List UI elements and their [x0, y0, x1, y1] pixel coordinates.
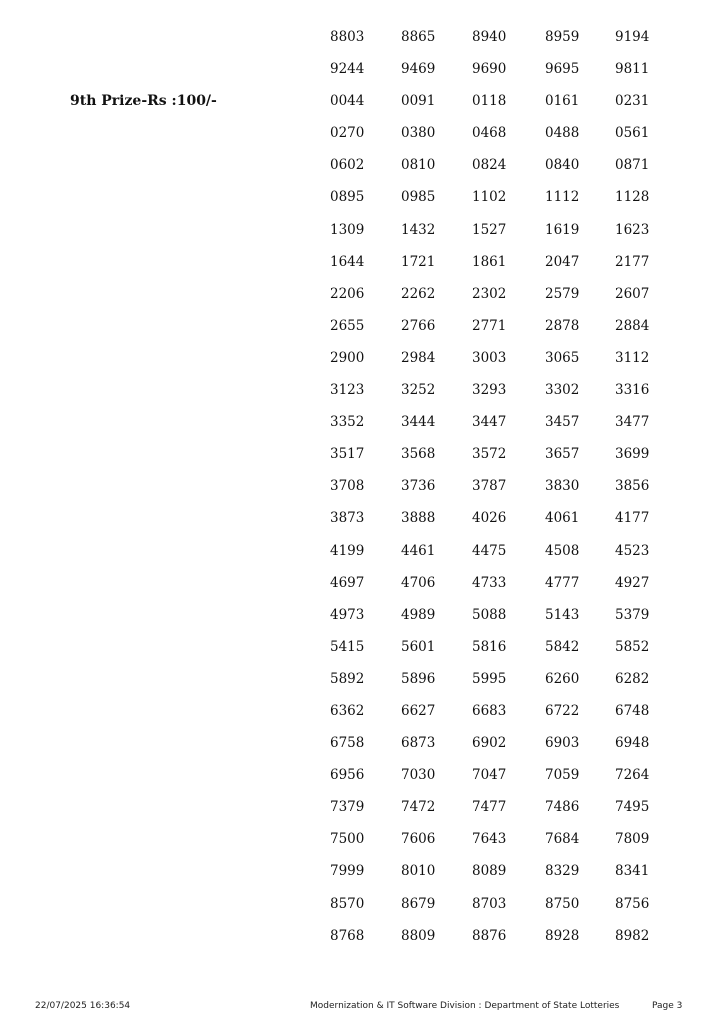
ticket-number: 2771 [472, 317, 507, 334]
ticket-number: 1623 [615, 221, 650, 238]
ticket-number: 3568 [401, 446, 436, 463]
ticket-number: 2302 [472, 285, 507, 302]
ticket-number: 1309 [330, 221, 365, 238]
ticket-number: 7500 [330, 831, 365, 848]
ticket-number: 9194 [615, 29, 650, 45]
number-row [330, 253, 660, 285]
ticket-number: 2766 [401, 317, 436, 334]
ticket-number: 3699 [615, 446, 650, 463]
ticket-number: 4523 [615, 542, 650, 559]
ticket-number: 3293 [472, 382, 507, 399]
ticket-number: 3302 [545, 382, 580, 399]
ticket-number: 4733 [472, 574, 507, 591]
number-row [330, 349, 660, 381]
ticket-number: 3736 [401, 478, 436, 495]
ticket-number: 7486 [545, 799, 580, 816]
ticket-number: 3252 [401, 382, 436, 399]
ticket-number: 9695 [545, 61, 580, 78]
ticket-number: 5852 [615, 638, 650, 655]
ticket-number: 8089 [472, 863, 507, 880]
ticket-number: 3517 [330, 446, 365, 463]
ticket-number: 0380 [401, 125, 436, 142]
ticket-number: 0602 [330, 157, 365, 174]
winning-numbers-grid [330, 28, 660, 959]
ticket-number: 8982 [615, 927, 650, 944]
ticket-number: 6902 [472, 735, 507, 752]
ticket-number: 7264 [615, 767, 650, 784]
ticket-number: 3003 [472, 349, 507, 366]
ticket-number: 6956 [330, 767, 365, 784]
ticket-number: 2607 [615, 285, 650, 302]
ticket-number: 8809 [401, 927, 436, 944]
number-row [330, 156, 660, 188]
ticket-number: 4927 [615, 574, 650, 591]
ticket-number: 3316 [615, 382, 650, 399]
ticket-number: 0824 [472, 157, 507, 174]
ticket-number: 3572 [472, 446, 507, 463]
print-datetime: 22/07/2025 16:36:54 [35, 1001, 131, 1011]
number-row [330, 670, 660, 702]
ticket-number: 8928 [545, 927, 580, 944]
ticket-number: 4061 [545, 510, 580, 527]
number-row [330, 895, 660, 927]
ticket-number: 7472 [401, 799, 436, 816]
ticket-number: 3856 [615, 478, 650, 495]
ticket-number: 0895 [330, 189, 365, 206]
ticket-number: 5896 [401, 670, 436, 687]
ticket-number: 4777 [545, 574, 580, 591]
ticket-number: 3065 [545, 349, 580, 366]
ticket-number: 3352 [330, 414, 365, 431]
ticket-number: 9811 [615, 61, 650, 78]
ticket-number: 7477 [472, 799, 507, 816]
ticket-number: 4973 [330, 606, 365, 623]
ticket-number: 1102 [472, 189, 507, 206]
ticket-number: 8703 [472, 895, 507, 912]
ticket-number: 6260 [545, 670, 580, 687]
ticket-number: 2900 [330, 349, 365, 366]
number-row [330, 509, 660, 541]
ticket-number: 3787 [472, 478, 507, 495]
page-number: Page 3 [652, 1001, 683, 1011]
ticket-number: 1644 [330, 253, 365, 270]
number-row [330, 317, 660, 349]
ticket-number: 7809 [615, 831, 650, 848]
ticket-number: 4697 [330, 574, 365, 591]
ticket-number: 5143 [545, 606, 580, 623]
ticket-number: 0161 [545, 93, 580, 110]
ticket-number: 0810 [401, 157, 436, 174]
ticket-number: 1721 [401, 253, 436, 270]
ticket-number: 5601 [401, 638, 436, 655]
number-row [330, 445, 660, 477]
number-row [330, 734, 660, 766]
ticket-number: 1861 [472, 253, 507, 270]
number-row [330, 606, 660, 638]
number-row [330, 124, 660, 156]
ticket-number: 8768 [330, 927, 365, 944]
ticket-number: 0231 [615, 93, 650, 110]
ticket-number: 6758 [330, 735, 365, 752]
number-row [330, 285, 660, 317]
ticket-number: 8865 [401, 29, 436, 45]
ticket-number: 8959 [545, 29, 580, 45]
ticket-number: 3708 [330, 478, 365, 495]
ticket-number: 7495 [615, 799, 650, 816]
ticket-number: 0488 [545, 125, 580, 142]
ticket-number: 4989 [401, 606, 436, 623]
ticket-number: 7606 [401, 831, 436, 848]
ticket-number: 5415 [330, 638, 365, 655]
ticket-number: 6282 [615, 670, 650, 687]
ticket-number: 0561 [615, 125, 650, 142]
ticket-number: 5816 [472, 638, 507, 655]
ticket-number: 4026 [472, 510, 507, 527]
ticket-number: 5088 [472, 606, 507, 623]
ticket-number: 2655 [330, 317, 365, 334]
ticket-number: 2047 [545, 253, 580, 270]
ticket-number: 8803 [330, 29, 365, 45]
prize-label: 9th Prize-Rs :100/- [70, 93, 217, 109]
number-row [330, 542, 660, 574]
ticket-number: 2984 [401, 349, 436, 366]
ticket-number: 3123 [330, 382, 365, 399]
ticket-number: 6948 [615, 735, 650, 752]
number-row [330, 862, 660, 894]
ticket-number: 3657 [545, 446, 580, 463]
ticket-number: 3112 [615, 349, 650, 366]
ticket-number: 6873 [401, 735, 436, 752]
ticket-number: 0270 [330, 125, 365, 142]
ticket-number: 6748 [615, 702, 650, 719]
number-row [330, 28, 660, 60]
ticket-number: 2206 [330, 285, 365, 302]
number-row [330, 60, 660, 92]
ticket-number: 1527 [472, 221, 507, 238]
ticket-number: 6362 [330, 702, 365, 719]
ticket-number: 0468 [472, 125, 507, 142]
ticket-number: 8570 [330, 895, 365, 912]
ticket-number: 8679 [401, 895, 436, 912]
ticket-number: 3873 [330, 510, 365, 527]
ticket-number: 1128 [615, 189, 650, 206]
ticket-number: 3457 [545, 414, 580, 431]
ticket-number: 6627 [401, 702, 436, 719]
ticket-number: 8329 [545, 863, 580, 880]
ticket-number: 9469 [401, 61, 436, 78]
ticket-number: 0840 [545, 157, 580, 174]
division-name: Modernization & IT Software Division : Department of State Lotteries [310, 1001, 620, 1011]
number-row [330, 927, 660, 959]
ticket-number: 7379 [330, 799, 365, 816]
number-row [330, 92, 660, 124]
ticket-number: 5892 [330, 670, 365, 687]
ticket-number: 9244 [330, 61, 365, 78]
ticket-number: 7684 [545, 831, 580, 848]
ticket-number: 7047 [472, 767, 507, 784]
ticket-number: 7643 [472, 831, 507, 848]
ticket-number: 2177 [615, 253, 650, 270]
number-row [330, 477, 660, 509]
ticket-number: 8010 [401, 863, 436, 880]
ticket-number: 1432 [401, 221, 436, 238]
ticket-number: 6903 [545, 735, 580, 752]
number-row [330, 221, 660, 253]
ticket-number: 3444 [401, 414, 436, 431]
number-row [330, 798, 660, 830]
number-row [330, 381, 660, 413]
ticket-number: 0044 [330, 93, 365, 110]
number-row [330, 766, 660, 798]
ticket-number: 1112 [545, 189, 580, 206]
ticket-number: 4461 [401, 542, 436, 559]
ticket-number: 4177 [615, 510, 650, 527]
ticket-number: 3477 [615, 414, 650, 431]
ticket-number: 8756 [615, 895, 650, 912]
ticket-number: 8940 [472, 29, 507, 45]
ticket-number: 7030 [401, 767, 436, 784]
ticket-number: 2878 [545, 317, 580, 334]
page-footer [0, 1000, 724, 1016]
ticket-number: 4706 [401, 574, 436, 591]
number-row [330, 574, 660, 606]
ticket-number: 3888 [401, 510, 436, 527]
ticket-number: 3830 [545, 478, 580, 495]
ticket-number: 8750 [545, 895, 580, 912]
number-row [330, 830, 660, 862]
ticket-number: 4475 [472, 542, 507, 559]
ticket-number: 0118 [472, 93, 507, 110]
number-row [330, 702, 660, 734]
ticket-number: 2884 [615, 317, 650, 334]
number-row [330, 188, 660, 220]
ticket-number: 0091 [401, 93, 436, 110]
ticket-number: 2262 [401, 285, 436, 302]
number-row [330, 413, 660, 445]
ticket-number: 3447 [472, 414, 507, 431]
ticket-number: 0871 [615, 157, 650, 174]
ticket-number: 5842 [545, 638, 580, 655]
ticket-number: 6683 [472, 702, 507, 719]
ticket-number: 8876 [472, 927, 507, 944]
ticket-number: 8341 [615, 863, 650, 880]
ticket-number: 1619 [545, 221, 580, 238]
ticket-number: 0985 [401, 189, 436, 206]
ticket-number: 2579 [545, 285, 580, 302]
ticket-number: 4508 [545, 542, 580, 559]
ticket-number: 7999 [330, 863, 365, 880]
ticket-number: 4199 [330, 542, 365, 559]
ticket-number: 7059 [545, 767, 580, 784]
ticket-number: 9690 [472, 61, 507, 78]
ticket-number: 6722 [545, 702, 580, 719]
ticket-number: 5995 [472, 670, 507, 687]
ticket-number: 5379 [615, 606, 650, 623]
number-row [330, 638, 660, 670]
